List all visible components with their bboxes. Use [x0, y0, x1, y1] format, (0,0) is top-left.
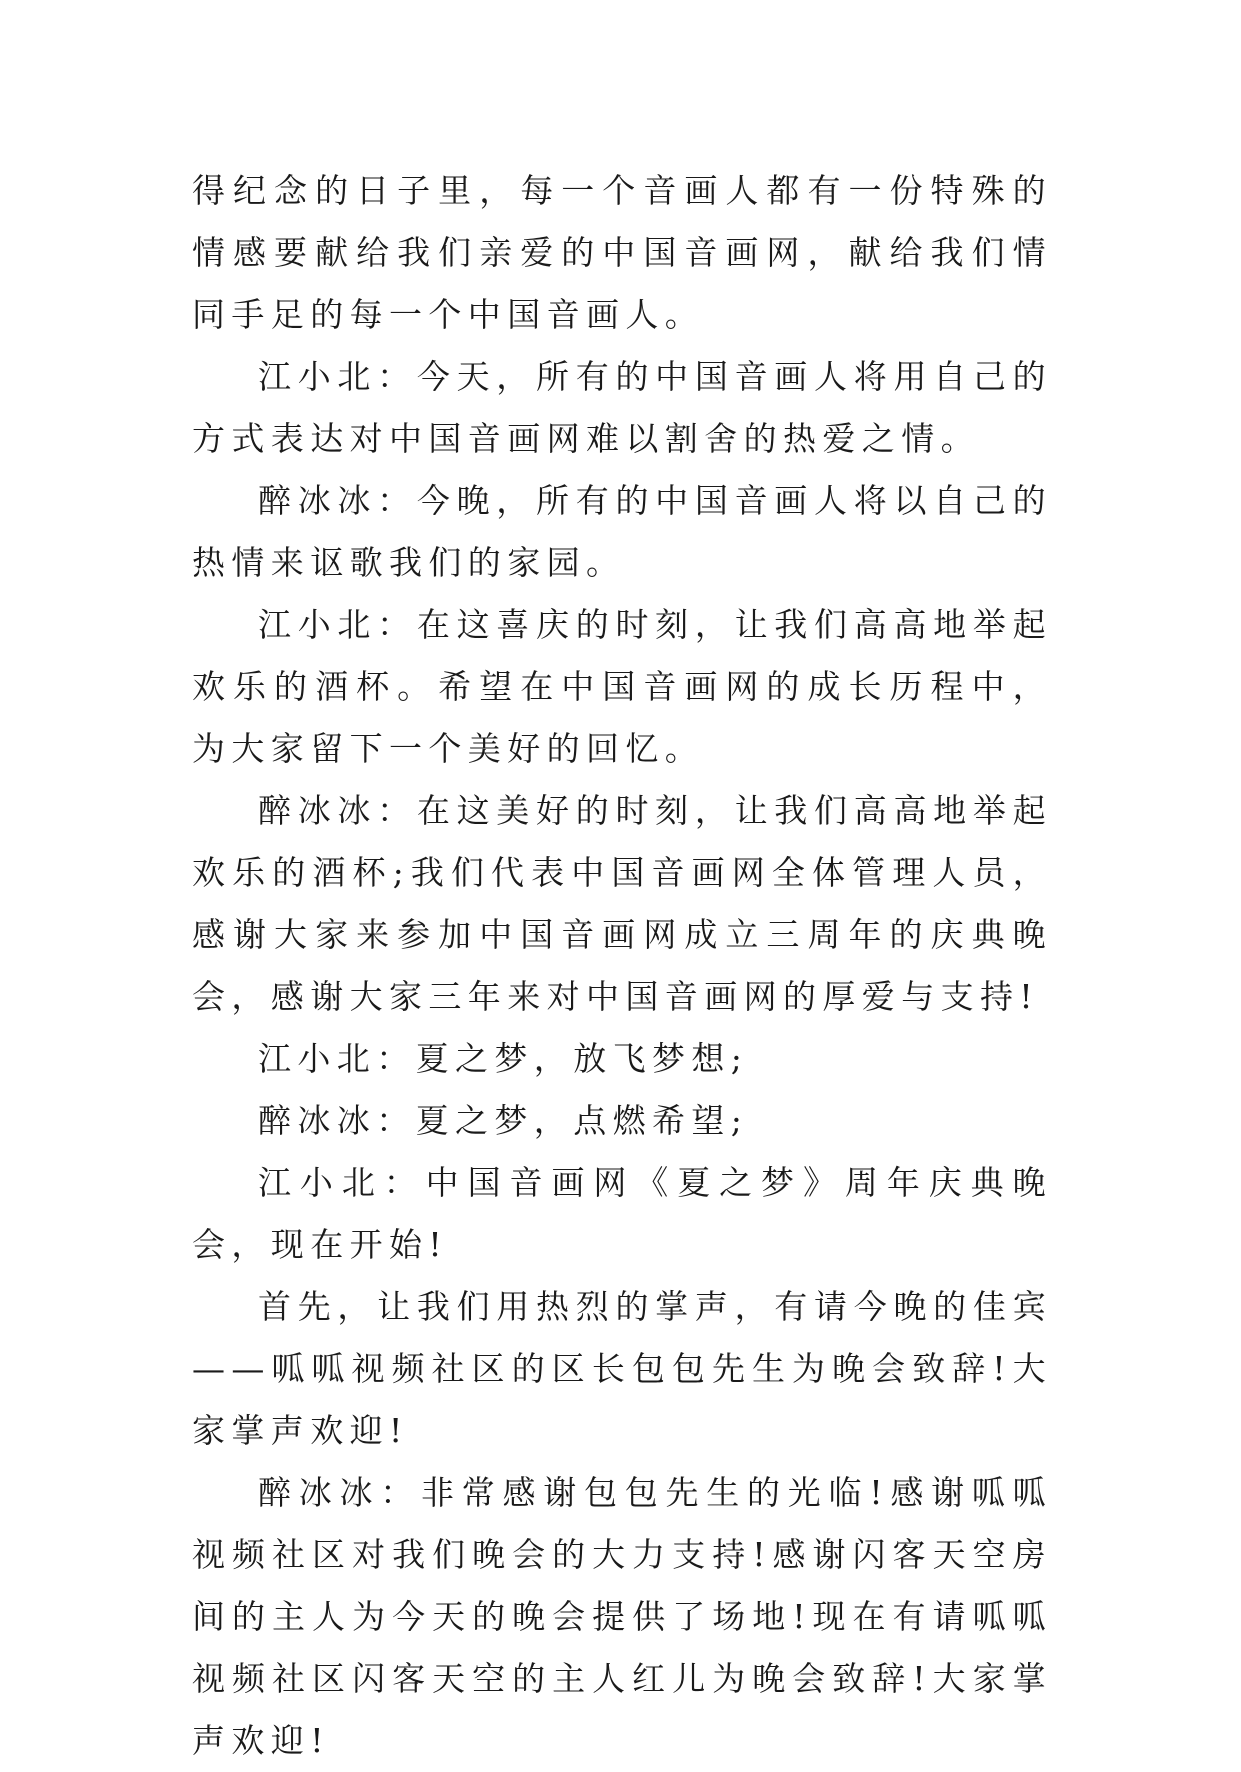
paragraph-4: 江小北：在这喜庆的时刻，让我们高高地举起欢乐的酒杯。希望在中国音画网的成长历程中，为大家留下一个美好的回忆。	[192, 605, 1052, 768]
paragraph-3: 醉冰冰：今晚，所有的中国音画人将以自己的热情来讴歌我们的家园。	[192, 481, 1052, 582]
paragraph-7: 醉冰冰：夏之梦，点燃希望;	[258, 1101, 749, 1140]
paragraph-10: 醉冰冰：非常感谢包包先生的光临!感谢呱呱视频社区对我们晚会的大力支持!感谢闪客天空房间的主人为今天的晚会提供了场地!现在有请呱呱视频社区闪客天空的主人红儿为晚会致辞!大家掌声欢迎!	[192, 1473, 1052, 1760]
paragraph-6: 江小北：夏之梦，放飞梦想;	[258, 1039, 749, 1078]
paragraph-2: 江小北：今天，所有的中国音画人将用自己的方式表达对中国音画网难以割舍的热爱之情。	[192, 357, 1052, 458]
paragraph-1: 得纪念的日子里，每一个音画人都有一份特殊的情感要献给我们亲爱的中国音画网，献给我们情同手足的每一个中国音画人。	[192, 171, 1052, 334]
paragraph-9: 首先，让我们用热烈的掌声，有请今晚的佳宾——呱呱视频社区的区长包包先生为晚会致辞!大家掌声欢迎!	[192, 1287, 1052, 1450]
paragraph-5: 醉冰冰：在这美好的时刻，让我们高高地举起欢乐的酒杯;我们代表中国音画网全体管理人员，感谢大家来参加中国音画网成立三周年的庆典晚会，感谢大家三年来对中国音画网的厚爱与支持!	[192, 791, 1052, 1016]
paragraph-8: 江小北：中国音画网《夏之梦》周年庆典晚会，现在开始!	[192, 1163, 1052, 1264]
document-body	[192, 160, 1052, 1772]
